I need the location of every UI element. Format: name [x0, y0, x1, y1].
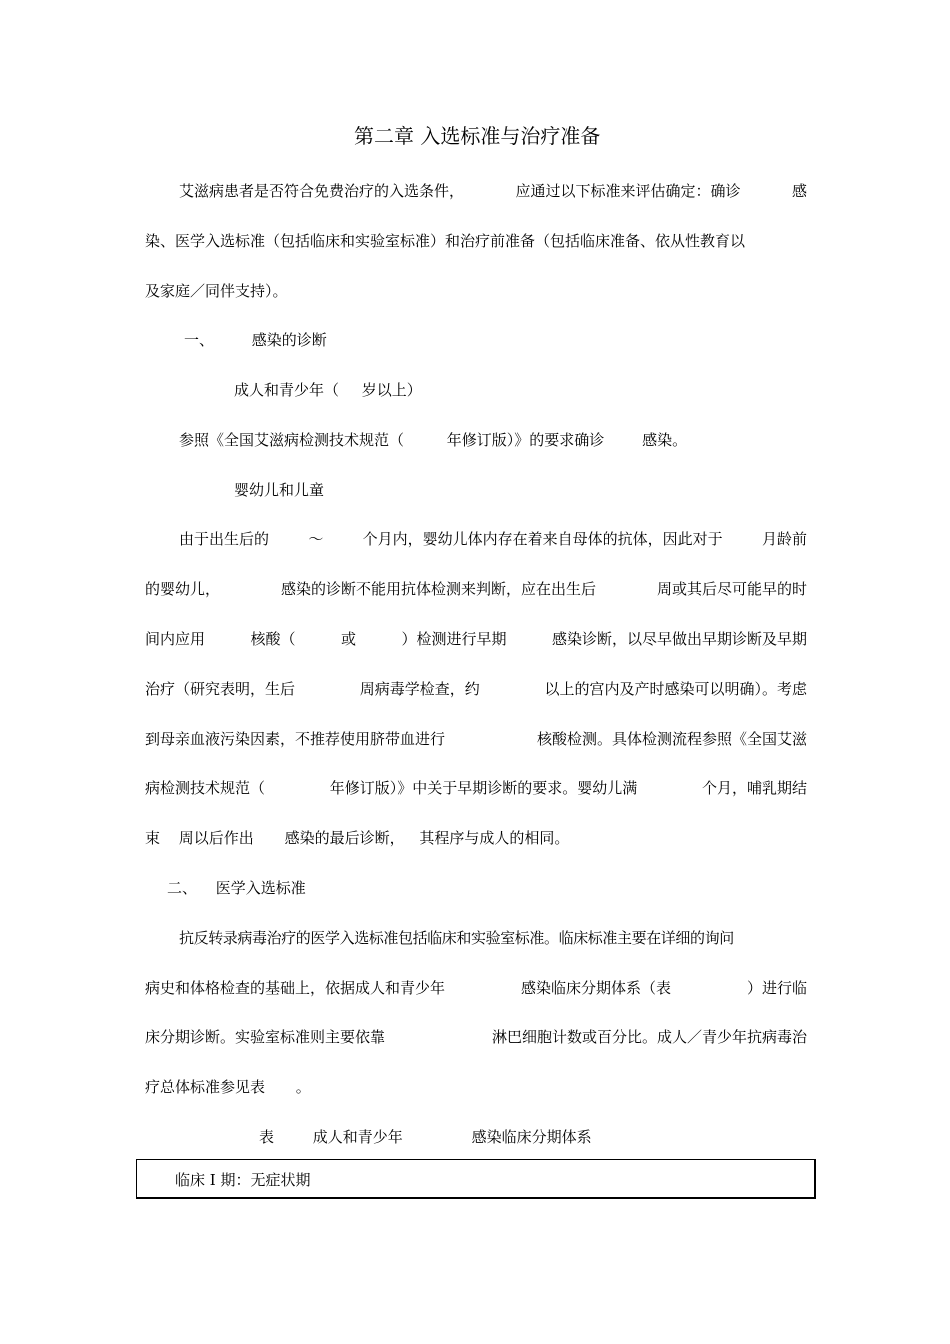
text-fragment: 月龄前 — [761, 530, 807, 548]
adults-text — [179, 430, 687, 450]
intro-line-3: 及家庭／同伴支持）。 — [145, 282, 288, 300]
text-fragment: 核酸（ — [250, 630, 296, 648]
section-title: 医学入选标准 — [215, 879, 306, 897]
intro-line-2: 染、医学入选标准（包括临床和实验室标准）和治疗前准备（包括临床准备、依从性教育以 — [145, 232, 746, 250]
text-fragment: 核酸检测。具体检测流程参照《全国艾滋 — [536, 730, 807, 748]
infants-line-2 — [145, 579, 807, 599]
text-fragment: 。 — [295, 1078, 311, 1096]
criteria-line-1: 抗反转录病毒治疗的医学入选标准包括临床和实验室标准。临床标准主要在详细的询问 — [179, 929, 734, 947]
text-fragment: 病检测技术规范（ — [145, 779, 266, 797]
text-fragment: 间内应用 — [145, 630, 206, 648]
text-fragment: 周以后作出 — [178, 829, 254, 847]
text-fragment: 周或其后尽可能早的时 — [656, 580, 807, 598]
text-fragment: 束 — [145, 829, 161, 847]
infants-line-5 — [145, 729, 807, 749]
text-fragment: 岁以上） — [361, 381, 422, 399]
text-fragment: 感染的诊断不能用抗体检测来判断，应在出生后 — [280, 580, 596, 598]
text-fragment: 应通过以下标准来评估确定：确诊 — [515, 182, 741, 200]
text-fragment: 周病毒学检查，约 — [359, 680, 480, 698]
section-number: 二、 — [167, 879, 198, 897]
criteria-line-3 — [145, 1027, 807, 1047]
text-fragment: 感染临床分期体系 — [471, 1128, 592, 1146]
text-fragment: 淋巴细胞计数或百分比。成人／青少年抗病毒治 — [491, 1028, 807, 1046]
text-fragment: 感染。 — [642, 431, 688, 449]
page-title: 第二章 入选标准与治疗准备 — [354, 124, 601, 148]
text-fragment: 个月内，婴幼儿体内存在着来自母体的抗体，因此对于 — [362, 530, 723, 548]
criteria-line-2 — [145, 978, 807, 998]
text-fragment: 的婴幼儿， — [145, 580, 221, 598]
text-fragment: 床分期诊断。实验室标准则主要依靠 — [145, 1028, 386, 1046]
section-2-heading — [167, 878, 306, 898]
infants-line-7 — [145, 828, 569, 848]
text-fragment: 表 — [259, 1128, 275, 1146]
text-fragment: 年修订版）》的要求确诊 — [446, 431, 605, 449]
text-fragment: ）进行临 — [746, 979, 807, 997]
text-fragment: 由于出生后的 — [179, 530, 270, 548]
text-fragment: 个月，哺乳期结 — [701, 779, 807, 797]
infants-line-1 — [179, 529, 807, 549]
text-fragment: ～ — [308, 530, 324, 548]
infants-line-4 — [145, 679, 807, 699]
subheading-adults — [234, 380, 422, 400]
text-fragment: 以上的宫内及产时感染可以明确）。考虑 — [544, 680, 807, 698]
text-fragment: 或 — [340, 630, 356, 648]
text-fragment: ）检测进行早期 — [401, 630, 507, 648]
text-fragment: 疗总体标准参见表 — [145, 1078, 266, 1096]
staging-table — [136, 1159, 816, 1199]
text-fragment: 艾滋病患者是否符合免费治疗的入选条件， — [179, 182, 465, 200]
table-caption — [259, 1127, 592, 1147]
text-fragment: 治疗（研究表明，生后 — [145, 680, 296, 698]
text-fragment: 病史和体格检查的基础上，依据成人和青少年 — [145, 979, 446, 997]
section-number: 一、 — [184, 331, 215, 349]
text-fragment: 参照《全国艾滋病检测技术规范（ — [179, 431, 405, 449]
text-fragment: 成人和青少年（ — [234, 381, 340, 399]
text-fragment: 感染临床分期体系（表 — [520, 979, 671, 997]
infants-line-6 — [145, 778, 807, 798]
text-fragment: 年修订版）》中关于早期诊断的要求。婴幼儿满 — [329, 779, 638, 797]
section-1-heading — [184, 330, 327, 350]
text-fragment: 到母亲血液污染因素，不推荐使用脐带血进行 — [145, 730, 446, 748]
text-fragment: 其程序与成人的相同。 — [419, 829, 570, 847]
text-fragment: 感染诊断，以尽早做出早期诊断及早期 — [551, 630, 807, 648]
section-title: 感染的诊断 — [251, 331, 327, 349]
text-fragment: 感 — [791, 182, 807, 200]
table-row: 临床 I 期：无症状期 — [175, 1171, 311, 1189]
subheading-infants: 婴幼儿和儿童 — [234, 481, 325, 499]
text-fragment: 感染的最后诊断， — [284, 829, 405, 847]
criteria-line-4 — [145, 1077, 311, 1097]
infants-line-3 — [145, 629, 807, 649]
text-fragment: 成人和青少年 — [312, 1128, 403, 1146]
intro-line-1 — [179, 181, 807, 201]
